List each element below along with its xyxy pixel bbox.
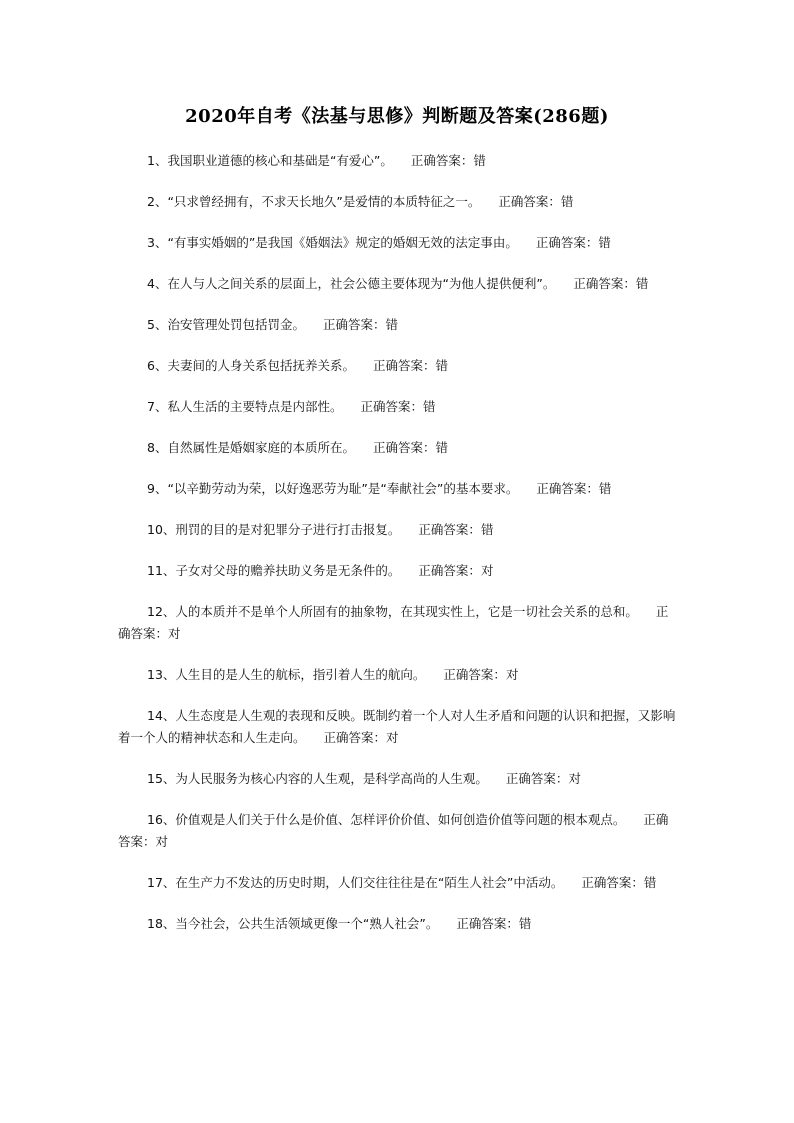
question-item: [118, 768, 678, 790]
question-number: 5、: [147, 317, 168, 332]
question-number: 8、: [147, 440, 168, 455]
question-item: [118, 913, 678, 935]
question-item: [118, 809, 678, 853]
answer-value: 错: [435, 358, 448, 373]
answer-label: 正确答案：: [536, 481, 599, 496]
question-text: 为人民服务为核心内容的人生观，是科学高尚的人生观。: [175, 771, 488, 786]
answer-value: 错: [518, 916, 532, 931]
question-item: [118, 314, 678, 336]
question-item: [118, 478, 678, 500]
question-item: [118, 232, 678, 254]
question-number: 17、: [147, 875, 176, 890]
question-text: 私人生活的主要特点是内部性。: [167, 399, 343, 414]
question-list: [118, 150, 678, 954]
question-item: [118, 437, 678, 459]
answer-value: 错: [598, 235, 611, 250]
question-number: 18、: [147, 916, 176, 931]
answer-label: 正确答案：: [372, 358, 436, 373]
answer-label: 正确答案：: [498, 194, 561, 209]
question-text: 我国职业道德的核心和基础是“有爱心”。: [167, 153, 393, 168]
question-number: 4、: [147, 276, 168, 291]
answer-label: 正确答案：: [456, 916, 519, 931]
question-item: [118, 601, 678, 645]
answer-value: 错: [435, 440, 448, 455]
question-number: 11、: [147, 563, 176, 578]
question-text: 当今社会，公共生活领域更像一个“熟人社会”。: [175, 916, 439, 931]
answer-value: 对: [386, 730, 399, 745]
answer-label: 正确答案：: [360, 399, 423, 414]
question-text: 人的本质并不是单个人所固有的抽象物，在其现实性上，它是一切社会关系的总和。: [175, 604, 638, 619]
answer-label: 正确答案：: [410, 153, 474, 168]
question-item: [118, 191, 678, 213]
question-number: 3、: [147, 235, 168, 250]
question-text: 刑罚的目的是对犯罪分子进行打击报复。: [175, 522, 401, 537]
question-item: [118, 273, 678, 295]
answer-label: 正确答案：: [372, 440, 436, 455]
question-text: 自然属性是婚姻家庭的本质所在。: [167, 440, 355, 455]
answer-label: 正确答案：: [323, 730, 387, 745]
answer-label: 正确答案：: [118, 812, 669, 849]
answer-label: 正确答案：: [573, 276, 636, 291]
answer-value: 错: [635, 276, 649, 291]
answer-label: 正确答案：: [418, 563, 481, 578]
answer-label: 正确答案：: [535, 235, 599, 250]
question-item: [118, 664, 678, 686]
question-text: 人生目的是人生的航标，指引着人生的航向。: [175, 667, 426, 682]
answer-label: 正确答案：: [418, 522, 481, 537]
answer-value: 错: [560, 194, 574, 209]
answer-value: 对: [505, 667, 519, 682]
answer-value: 对: [568, 771, 581, 786]
answer-label: 正确答案：: [118, 604, 669, 641]
question-text: 价值观是人们关于什么是价值、怎样评价价值、如何创造价值等问题的根本观点。: [175, 812, 626, 827]
question-text: 子女对父母的赡养扶助义务是无条件的。: [175, 563, 401, 578]
question-text: 夫妻间的人身关系包括抚养关系。: [167, 358, 355, 373]
question-number: 1、: [147, 153, 168, 168]
page-title: 2020年自考《法基与思修》判断题及答案(286题): [185, 106, 609, 127]
question-text: 治安管理处罚包括罚金。: [167, 317, 305, 332]
answer-value: 错: [598, 481, 612, 496]
question-number: 7、: [147, 399, 168, 414]
question-item: [118, 150, 678, 172]
question-item: [118, 396, 678, 418]
answer-value: 对: [155, 834, 169, 849]
answer-value: 错: [643, 875, 657, 890]
question-item: [118, 872, 678, 894]
question-item: [118, 705, 678, 749]
answer-label: 正确答案：: [322, 317, 386, 332]
answer-value: 错: [473, 153, 486, 168]
question-number: 2、: [147, 194, 168, 209]
question-number: 10、: [147, 522, 176, 537]
question-number: 12、: [147, 604, 176, 619]
question-item: [118, 355, 678, 377]
question-text: “有事实婚姻的”是我国《婚姻法》规定的婚姻无效的法定事由。: [167, 235, 518, 250]
question-number: 9、: [147, 481, 168, 496]
answer-value: 错: [480, 522, 494, 537]
question-text: 在生产力不发达的历史时期，人们交往往往是在“陌生人社会”中活动。: [175, 875, 564, 890]
question-number: 16、: [147, 812, 176, 827]
answer-label: 正确答案：: [443, 667, 506, 682]
question-text: 人生态度是人生观的表现和反映。既制约着一个人对人生矛盾和问题的认识和把握，又影响着一个人的精神状态和人生走向。: [118, 708, 676, 745]
question-item: [118, 560, 678, 582]
question-number: 6、: [147, 358, 168, 373]
answer-value: 对: [168, 626, 181, 641]
answer-value: 错: [385, 317, 398, 332]
answer-value: 错: [422, 399, 436, 414]
question-text: “以辛勤劳动为荣，以好逸恶劳为耻”是“奉献社会”的基本要求。: [167, 481, 519, 496]
question-text: 在人与人之间关系的层面上，社会公德主要体现为“为他人提供便利”。: [167, 276, 556, 291]
answer-label: 正确答案：: [505, 771, 569, 786]
question-number: 14、: [147, 708, 176, 723]
question-number: 13、: [147, 667, 176, 682]
answer-value: 对: [480, 563, 494, 578]
question-item: [118, 519, 678, 541]
question-number: 15、: [147, 771, 176, 786]
answer-label: 正确答案：: [581, 875, 644, 890]
question-text: “只求曾经拥有，不求天长地久”是爱情的本质特征之一。: [167, 194, 481, 209]
